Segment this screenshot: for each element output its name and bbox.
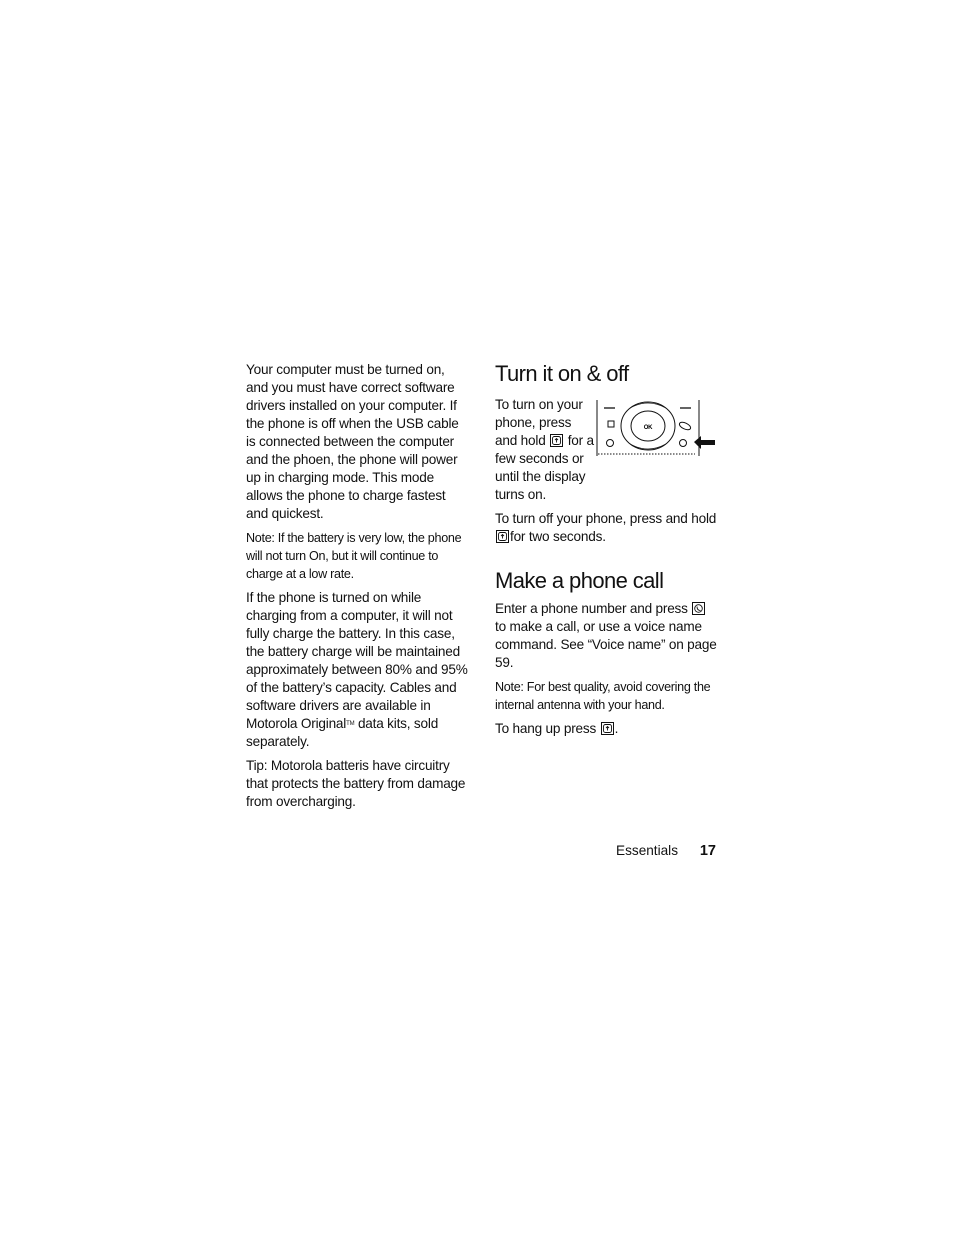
turn-on-off-heading: Turn it on & off bbox=[495, 361, 629, 386]
keypad-diagram-icon bbox=[595, 396, 717, 462]
turn-on-text-end: for a few seconds or until the display turns on. bbox=[495, 433, 594, 502]
left-column bbox=[246, 361, 468, 811]
send-key-icon bbox=[692, 602, 705, 615]
pointer-arrow-icon bbox=[694, 436, 715, 449]
power-key-icon bbox=[550, 434, 563, 447]
turn-on-block bbox=[495, 396, 717, 504]
hang-up-instructions bbox=[495, 720, 717, 738]
battery-tip: Tip: Motorola batteris have circuitry that protects the battery from damage from overcharging. bbox=[246, 758, 466, 809]
make-call-instructions bbox=[495, 600, 717, 672]
charging-computer-paragraph bbox=[246, 589, 468, 751]
make-call-text-end: to make a call, or use a voice name command. See “Voice name” on page 59. bbox=[495, 619, 717, 670]
turn-off-instructions bbox=[495, 510, 717, 546]
right-column bbox=[495, 361, 717, 738]
turn-off-text-end: for two seconds. bbox=[510, 529, 606, 544]
charging-computer-text: If the phone is turned on while charging from a computer, it will not fully charge the battery. In this case, the battery charge will be maintained approximately between 80% and 95% of the battery’s capacity. Cables and software drivers are available in Motorola Original bbox=[246, 590, 468, 731]
power-key-icon bbox=[601, 722, 614, 735]
page-number: 17 bbox=[699, 843, 716, 859]
charging-paragraph: Your computer must be turned on, and you must have correct software drivers installed on your computer. If the phone is off when the USB cable is connected between the computer and the phoen, the phone will power up in charging mode. This mode allows the phone to charge fastest and quickest. bbox=[246, 362, 459, 521]
antenna-note: Note: For best quality, avoid covering the internal antenna with your hand. bbox=[495, 680, 711, 712]
hang-up-text: To hang up press bbox=[495, 721, 597, 736]
charging-computer-text-end: data kits, sold separately. bbox=[246, 716, 439, 749]
hang-up-text-end: . bbox=[614, 721, 619, 736]
make-call-text: Enter a phone number and press bbox=[495, 601, 688, 616]
trademark-mark: TM bbox=[346, 721, 355, 727]
section-name: Essentials bbox=[616, 843, 678, 858]
make-call-heading: Make a phone call bbox=[495, 568, 664, 593]
power-key-icon bbox=[496, 530, 509, 543]
ok-key-label: OK bbox=[643, 425, 653, 431]
turn-on-instructions bbox=[495, 396, 595, 504]
low-battery-note: Note: If the battery is very low, the phone will not turn On, but it will continue to charge at a low rate. bbox=[246, 531, 462, 581]
turn-off-text: To turn off your phone, press and hold bbox=[495, 511, 717, 526]
turn-on-text: To turn on your phone, press and hold bbox=[495, 397, 583, 448]
